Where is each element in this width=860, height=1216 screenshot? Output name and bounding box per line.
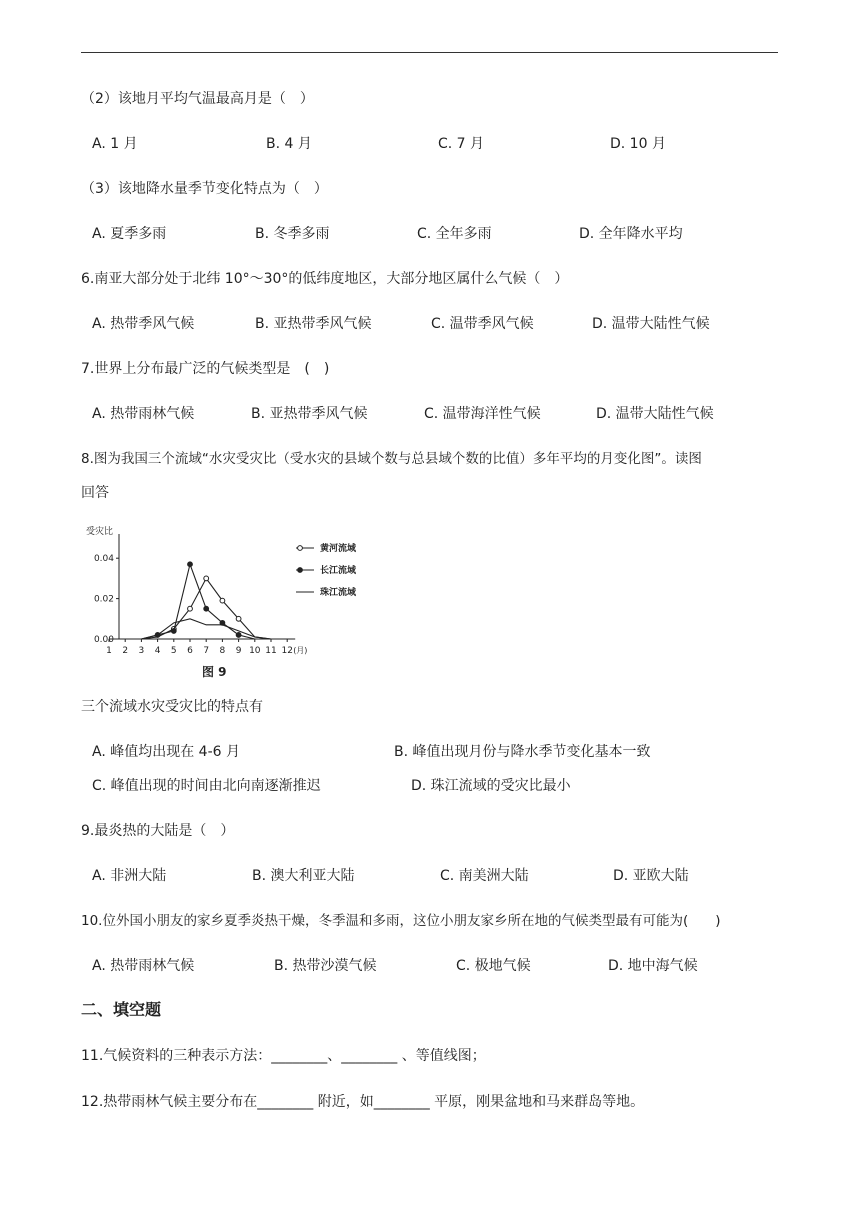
y-tick-label: 0.04	[93, 554, 114, 565]
series-point	[188, 606, 193, 611]
series-line	[109, 564, 287, 639]
legend-entry: 珠江流域	[320, 588, 357, 598]
chart-axes	[119, 534, 295, 639]
option-c[interactable]: C. 温带季风气候	[431, 316, 534, 332]
x-axis-label: (月)	[293, 646, 308, 655]
legend-marker	[298, 546, 303, 551]
series-point	[220, 598, 225, 603]
option-c[interactable]: C. 7 月	[438, 136, 485, 152]
option-a[interactable]: A. 非洲大陆	[92, 868, 167, 884]
series-point	[204, 576, 209, 581]
option-a[interactable]: A. 热带雨林气候	[92, 958, 195, 974]
x-tick-label: 5	[170, 646, 177, 656]
option-d[interactable]: D. 温带大陆性气候	[596, 406, 714, 422]
header-rule	[81, 52, 778, 53]
question-stem: 6.南亚大部分处于北纬 10°～30°的低纬度地区，大部分地区属什么气候（ ）	[81, 271, 569, 287]
question-stem: 7.世界上分布最广泛的气候类型是 ( )	[81, 361, 330, 377]
x-tick-label: 2	[122, 646, 129, 656]
series-point	[171, 629, 176, 634]
chart-legend	[296, 542, 357, 598]
option-a[interactable]: A. 1 月	[92, 136, 138, 152]
chart-title: 图 9	[202, 665, 227, 679]
option-d[interactable]: D. 10 月	[610, 136, 666, 152]
option-b[interactable]: B. 亚热带季风气候	[255, 316, 372, 332]
option-c[interactable]: C. 全年多雨	[417, 226, 492, 242]
option-a[interactable]: A. 峰值均出现在 4-6 月	[92, 744, 240, 760]
x-tick-label: 1	[106, 646, 112, 656]
option-c[interactable]: C. 极地气候	[456, 958, 531, 974]
legend-entry: 长江流域	[320, 566, 357, 576]
x-tick-label: 3	[138, 646, 145, 656]
x-tick-label: 12	[281, 646, 293, 656]
option-d[interactable]: D. 地中海气候	[608, 958, 698, 974]
x-tick-label: 6	[187, 646, 193, 656]
series-point	[204, 606, 209, 611]
series-point	[236, 633, 241, 638]
flood-ratio-chart	[84, 522, 384, 682]
y-tick-label: 0.02	[93, 594, 114, 605]
series-point	[188, 562, 193, 567]
option-c[interactable]: C. 温带海洋性气候	[424, 406, 541, 422]
option-b[interactable]: B. 澳大利亚大陆	[252, 868, 355, 884]
question-stem: 8.图为我国三个流域“水灾受灾比（受水灾的县域个数与总县域个数的比值）多年平均的月变化图”。读图	[81, 451, 702, 467]
option-c[interactable]: C. 南美洲大陆	[440, 868, 529, 884]
x-tick-label: 8	[219, 646, 226, 656]
x-tick-label: 10	[249, 646, 261, 656]
option-b[interactable]: B. 亚热带季风气候	[251, 406, 368, 422]
question-stem: （2）该地月平均气温最高月是（ ）	[81, 91, 314, 107]
option-b[interactable]: B. 峰值出现月份与降水季节变化基本一致	[394, 744, 651, 760]
question-stem-continued: 回答	[81, 485, 109, 501]
option-d[interactable]: D. 亚欧大陆	[613, 868, 689, 884]
question-stem: 10.位外国小朋友的家乡夏季炎热干燥，冬季温和多雨，这位小朋友家乡所在地的气候类型最有可能为( )	[81, 913, 721, 929]
question-stem: （3）该地降水量季节变化特点为（ ）	[81, 181, 328, 197]
option-a[interactable]: A. 夏季多雨	[92, 226, 167, 242]
y-tick-label: 0.00	[93, 635, 114, 645]
option-b[interactable]: B. 冬季多雨	[255, 226, 330, 242]
question-stem: 9.最炎热的大陆是（ ）	[81, 823, 235, 839]
option-d[interactable]: D. 珠江流域的受灾比最小	[411, 778, 571, 794]
option-a[interactable]: A. 热带雨林气候	[92, 406, 195, 422]
y-axis-label: 受灾比	[86, 527, 114, 537]
series-line	[109, 619, 287, 639]
fill-in-question: 11.气候资料的三种表示方法：________、________ 、等值线图；	[81, 1048, 486, 1064]
option-d[interactable]: D. 温带大陆性气候	[592, 316, 710, 332]
x-tick-label: 7	[203, 646, 210, 656]
x-tick-label: 4	[154, 646, 161, 656]
option-d[interactable]: D. 全年降水平均	[579, 226, 683, 242]
section-title: 二、填空题	[81, 1000, 162, 1019]
x-tick-label: 11	[265, 646, 277, 656]
series-point	[236, 616, 241, 621]
option-b[interactable]: B. 4 月	[266, 136, 312, 152]
option-c[interactable]: C. 峰值出现的时间由北向南逐渐推迟	[92, 778, 321, 794]
sub-question-stem: 三个流域水灾受灾比的特点有	[81, 699, 263, 715]
option-b[interactable]: B. 热带沙漠气候	[274, 958, 377, 974]
fill-in-question: 12.热带雨林气候主要分布在________ 附近，如________ 平原，刚果盆地和马来群岛等地。	[81, 1094, 645, 1110]
legend-marker	[298, 568, 303, 573]
option-a[interactable]: A. 热带季风气候	[92, 316, 195, 332]
chart-ticks	[94, 554, 307, 656]
legend-entry: 黄河流域	[320, 544, 357, 554]
x-tick-label: 9	[235, 646, 242, 656]
chart-series	[109, 562, 287, 639]
